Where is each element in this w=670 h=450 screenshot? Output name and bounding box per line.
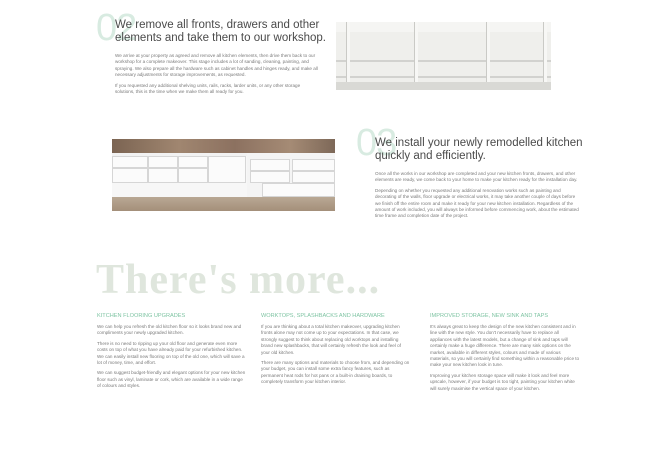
column-paragraph: There is no need to ripping up your old floor and generate even more costs on top of what you have already paid for your refurbished kitchen. We can easily install new flooring on top of the old one, which will save a lot of money, time, and effort. (97, 340, 245, 366)
step-2-title (115, 19, 330, 45)
column-paragraph: If you are thinking about a total kitchen makeover, upgrading kitchen fronts alone may not come up to your expectations. In that case, we strongly suggest to think about replacing old worktops and installing brand new splashbacks, that will certainly refresh the look and feel of your old kitchen. (261, 324, 401, 355)
remodelled-kitchen-photo (112, 139, 335, 211)
step-2-description (115, 53, 320, 99)
step-number-03: 03 (356, 122, 397, 164)
column-paragraph: There are many options and materials to choose from, and depending on your budget, you can install some extra fancy features, such as permanent heat rods for hot pans or a built-in draining boards, to completely transform your kitchen interior. (261, 360, 410, 385)
step-3-title-line-2: quickly and efficiently. (375, 150, 486, 162)
column-heading: WORKTOPS, SPLASHBACKS AND HARDWARE (261, 313, 385, 319)
more-title: There's more... (96, 257, 381, 303)
step-2-paragraph: We arrive at your property as agreed and remove all kitchen elements, then drive them back to our workshop for a complete makeover. This stage includes a lot of sanding, cleaning, painting, and spraying. We also prepare all the hardware such as cabinet handles and hinges ready, and make all necessary adjustments for storage improvements, as requested. (115, 53, 318, 78)
step-3-paragraph: Once all the works in our workshop are completed and your new kitchen fronts, drawers, and other elements are ready, we come back to your home to make your kitchen ready for the installation day. (375, 171, 578, 183)
step-2-paragraph: If you requested any additional shelving units, rails, racks, larder units, or any other storage solutions, this is the time when we make them all ready for you. (115, 82, 301, 95)
more-column-storage (430, 313, 580, 396)
column-heading: KITCHEN FLOORING UPGRADES (97, 313, 186, 319)
step-2-title-line-2: elements and take them to our workshop. (115, 32, 326, 44)
step-3-description (375, 171, 580, 224)
step-3-title (375, 137, 590, 163)
column-paragraph: It's always great to keep the design of the new kitchen consistent and in line with the new style. You don't necessarily have to replace all appliances with the latest models, but a change of sink and taps will certainly make a huge difference. There are many sink options on the market, available in different styles, colours and made of various materials, so you will certainly find something within a reasonable price to make your new kitchen look in tune. (430, 324, 580, 368)
step-2-title-line-1: We remove all fronts, drawers and other (115, 19, 320, 31)
empty-cabinets-photo (336, 22, 551, 90)
column-paragraph: We can suggest budget-friendly and elegant options for your new kitchen floor such as vinyl, laminate or cork, which are available in a wide range of colours and styles. (97, 370, 246, 389)
column-paragraph: Improving your kitchen storage space will make it look and feel more upscale, however, if your budget is too tight, painting your kitchen white will surely maximise the vertical space of your kitchen. (430, 372, 575, 391)
step-3-paragraph: Depending on whether you requested any additional renovation works such as painting and decorating of the walls, floor upgrade or electrical works, it may take another couple of days before we finish off the entire room and make it ready for your new kitchen installation. Regardless of the amount of work included, you will always be informed before commencing work, about the estimated time frame and completion date of the project. (375, 187, 579, 219)
step-3-title-line-1: We install your newly remodelled kitchen (375, 137, 583, 149)
column-paragraph: We can help you refresh the old kitchen floor so it looks brand new and compliments your newly upgraded kitchen. (97, 324, 242, 336)
more-column-worktops (261, 313, 411, 390)
column-heading: IMPROVED STORAGE, NEW SINK AND TAPS (430, 313, 549, 319)
more-column-flooring (97, 313, 247, 394)
step-number-02: 02 (96, 7, 137, 49)
